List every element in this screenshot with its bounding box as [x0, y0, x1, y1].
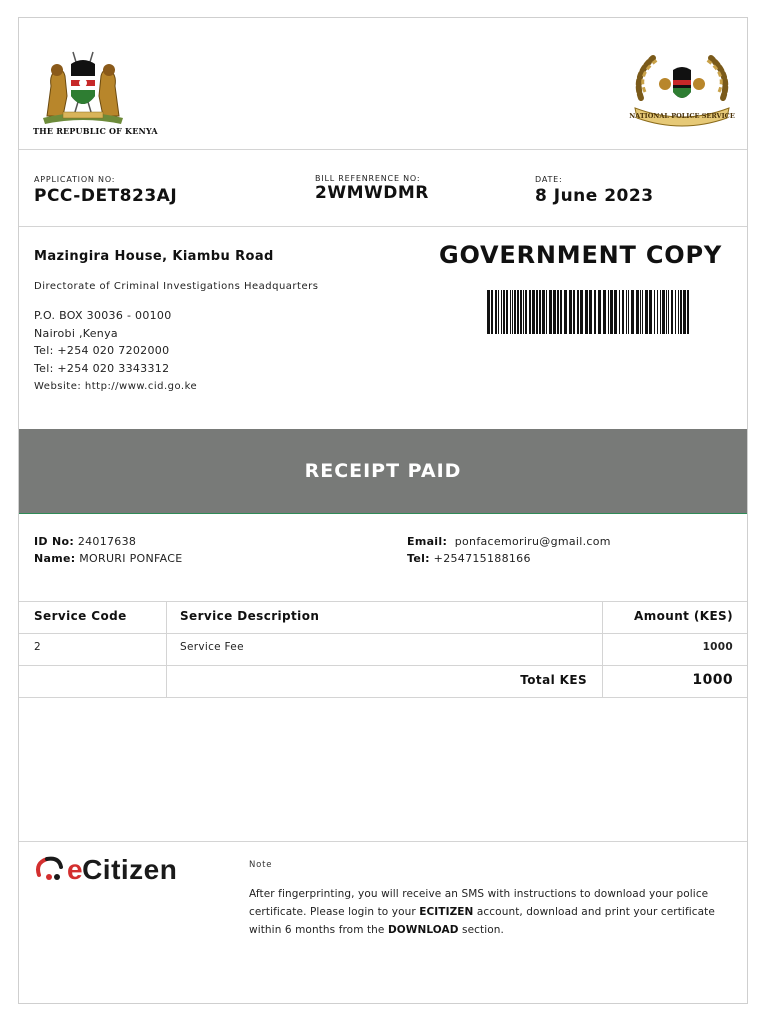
svg-text:NATIONAL POLICE SERVICE: NATIONAL POLICE SERVICE [629, 112, 735, 120]
divider [19, 226, 747, 227]
table-col-border [602, 601, 603, 698]
office-tel-2: Tel: +254 020 3343312 [34, 362, 170, 375]
id-value: 24017638 [77, 535, 137, 548]
note-part-3: section. [458, 924, 504, 936]
applicant-name [34, 552, 182, 565]
office-directorate: Directorate of Criminal Investigations Headquarters [34, 281, 319, 292]
note-part-1: After fingerprinting, you will receive an SMS with instructions to download your police certificate. Please login to your [249, 888, 709, 918]
table-top-border [19, 601, 747, 602]
receipt-paid-banner [19, 429, 747, 514]
applicant-email [407, 535, 611, 548]
service-code-header: Service Code [34, 609, 127, 623]
note-title: Note [249, 860, 273, 870]
date-value: 8 June 2023 [535, 186, 654, 206]
note-part-2: account, download and print your certificate within 6 months from the [249, 906, 715, 936]
table-bottom-border [19, 697, 747, 698]
government-copy-title: GOVERNMENT COPY [439, 241, 723, 269]
row-service-code: 2 [34, 641, 41, 653]
note-bold-download: DOWNLOAD [387, 924, 459, 936]
divider [19, 149, 747, 150]
receipt-paid-text: RECEIPT PAID [304, 460, 462, 482]
divider [19, 841, 747, 842]
ecitizen-logo-icon [33, 853, 67, 887]
name-value: MORURI PONFACE [79, 552, 183, 565]
service-description-header: Service Description [180, 609, 320, 623]
application-no-value: PCC-DET823AJ [34, 186, 178, 206]
email-value: ponfacemoriru@gmail.com [454, 535, 611, 548]
bill-reference-value: 2WMWDMR [315, 183, 429, 203]
office-po-box: P.O. BOX 30036 - 00100 [34, 309, 172, 322]
date-label: DATE: [535, 175, 563, 184]
row-amount: 1000 [702, 641, 733, 653]
applicant-tel [407, 552, 531, 565]
total-label: Total KES [520, 673, 587, 687]
amount-header: Amount (KES) [634, 609, 733, 623]
name-label: Name: [34, 552, 76, 565]
republic-of-kenya-caption: THE REPUBLIC OF KENYA [33, 126, 158, 136]
application-no-label: APPLICATION NO: [34, 175, 116, 184]
national-police-service-badge-icon [623, 48, 741, 128]
table-col-border [166, 601, 167, 698]
tel-value: +254715188166 [433, 552, 531, 565]
tel-label: Tel: [407, 552, 430, 565]
ecitizen-logo-e: e [67, 854, 83, 885]
email-label: Email: [407, 535, 448, 548]
note-text [249, 885, 729, 939]
total-value: 1000 [692, 672, 733, 688]
ecitizen-logo-text: Citizen [82, 854, 178, 885]
ecitizen-logo [33, 853, 177, 887]
office-building: Mazingira House, Kiambu Road [34, 249, 274, 264]
row-service-description: Service Fee [180, 641, 244, 653]
id-label: ID No: [34, 535, 75, 548]
table-header-border [19, 633, 747, 634]
table-row-border [19, 665, 747, 666]
applicant-id [34, 535, 136, 548]
receipt-page [18, 17, 748, 1004]
office-city: Nairobi ,Kenya [34, 327, 118, 340]
office-tel-1: Tel: +254 020 7202000 [34, 344, 170, 357]
office-website: Website: http://www.cid.go.ke [34, 381, 198, 392]
note-bold-ecitizen: ECITIZEN [419, 906, 474, 918]
kenya-coat-of-arms-icon [33, 46, 133, 126]
bill-reference-label: BILL REFENRENCE NO: [315, 174, 421, 183]
barcode-icon [487, 290, 692, 338]
